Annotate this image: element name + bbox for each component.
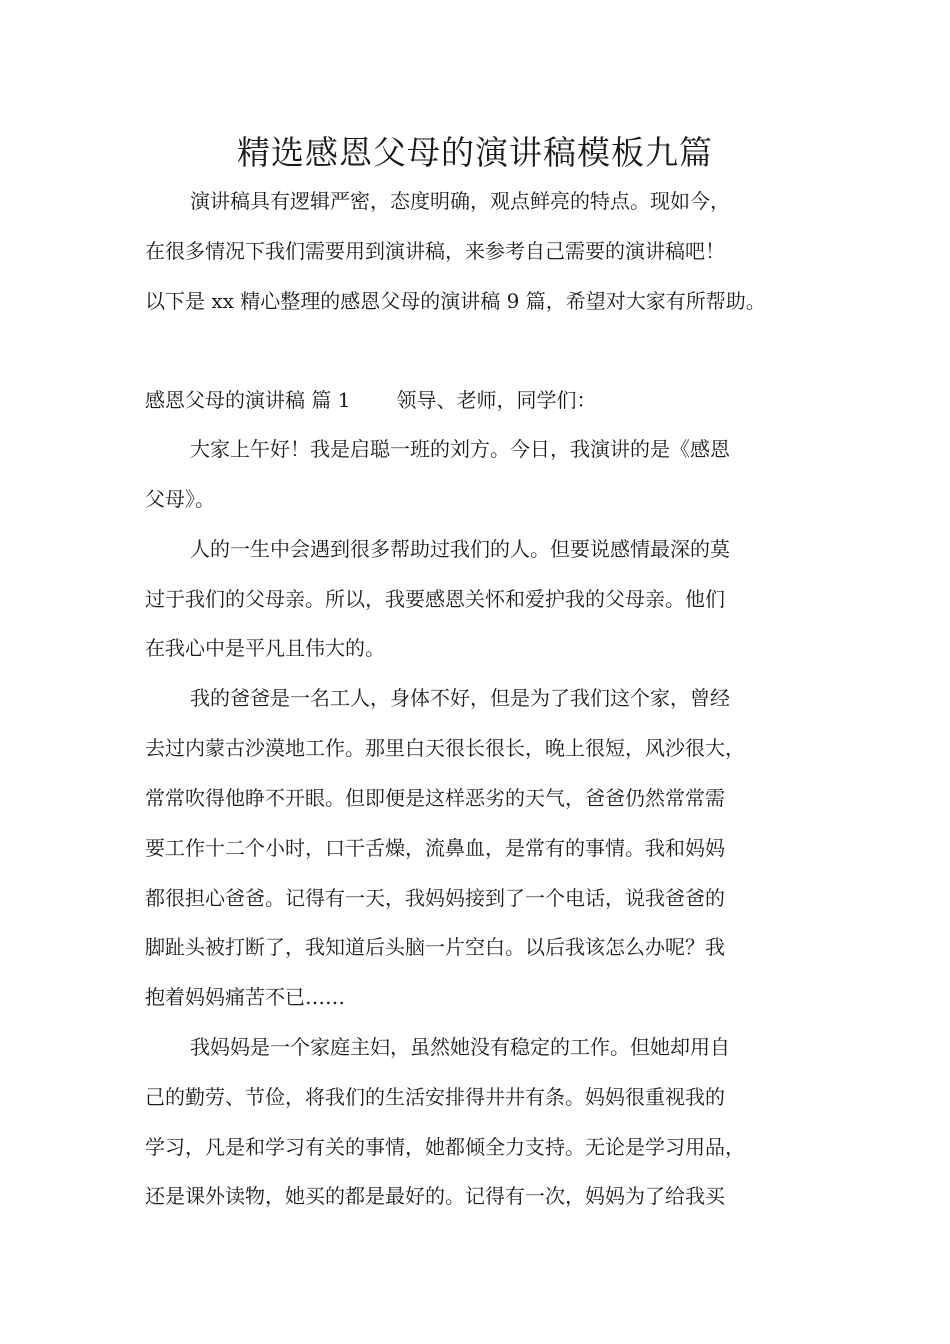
section-heading bbox=[145, 385, 596, 415]
intro-line: 在很多情况下我们需要用到演讲稿，来参考自己需要的演讲稿吧！ bbox=[145, 239, 725, 263]
body-line: 都很担心爸爸。记得有一天，我妈妈接到了一个电话，说我爸爸的 bbox=[145, 886, 725, 910]
section-label: 感恩父母的演讲稿 篇 1 bbox=[145, 388, 351, 412]
body-line: 还是课外读物，她买的都是最好的。记得有一次，妈妈为了给我买 bbox=[145, 1184, 725, 1208]
body-line: 过于我们的父母亲。所以，我要感恩关怀和爱护我的父母亲。他们 bbox=[145, 587, 725, 611]
body-line: 常常吹得他睁不开眼。但即便是这样恶劣的天气，爸爸仍然常常需 bbox=[145, 786, 725, 810]
body-line: 在我心中是平凡且伟大的。 bbox=[145, 636, 385, 660]
body-line: 抱着妈妈痛苦不已…… bbox=[145, 985, 345, 1009]
body-line: 我妈妈是一个家庭主妇，虽然她没有稳定的工作。但她却用自 bbox=[190, 1035, 730, 1059]
section-greeting: 领导、老师，同学们： bbox=[396, 388, 597, 412]
body-line: 去过内蒙古沙漠地工作。那里白天很长很长，晚上很短，风沙很大， bbox=[145, 736, 745, 760]
body-line: 脚趾头被打断了，我知道后头脑一片空白。以后我该怎么办呢？我 bbox=[145, 935, 725, 959]
body-line: 要工作十二个小时，口干舌燥，流鼻血，是常有的事情。我和妈妈 bbox=[145, 836, 725, 860]
document-title: 精选感恩父母的演讲稿模板九篇 bbox=[237, 133, 713, 172]
body-line: 大家上午好！我是启聪一班的刘方。今日，我演讲的是《感恩 bbox=[190, 437, 730, 461]
intro-line: 演讲稿具有逻辑严密，态度明确，观点鲜亮的特点。现如今， bbox=[190, 189, 730, 213]
body-line: 父母》。 bbox=[145, 487, 215, 511]
intro-line: 以下是 xx 精心整理的感恩父母的演讲稿 9 篇，希望对大家有所帮助。 bbox=[145, 289, 766, 313]
body-line: 学习，凡是和学习有关的事情，她都倾全力支持。无论是学习用品， bbox=[145, 1135, 745, 1159]
body-line: 我的爸爸是一名工人，身体不好，但是为了我们这个家，曾经 bbox=[190, 686, 730, 710]
body-line: 己的勤劳、节俭，将我们的生活安排得井井有条。妈妈很重视我的 bbox=[145, 1085, 725, 1109]
body-line: 人的一生中会遇到很多帮助过我们的人。但要说感情最深的莫 bbox=[190, 537, 730, 561]
